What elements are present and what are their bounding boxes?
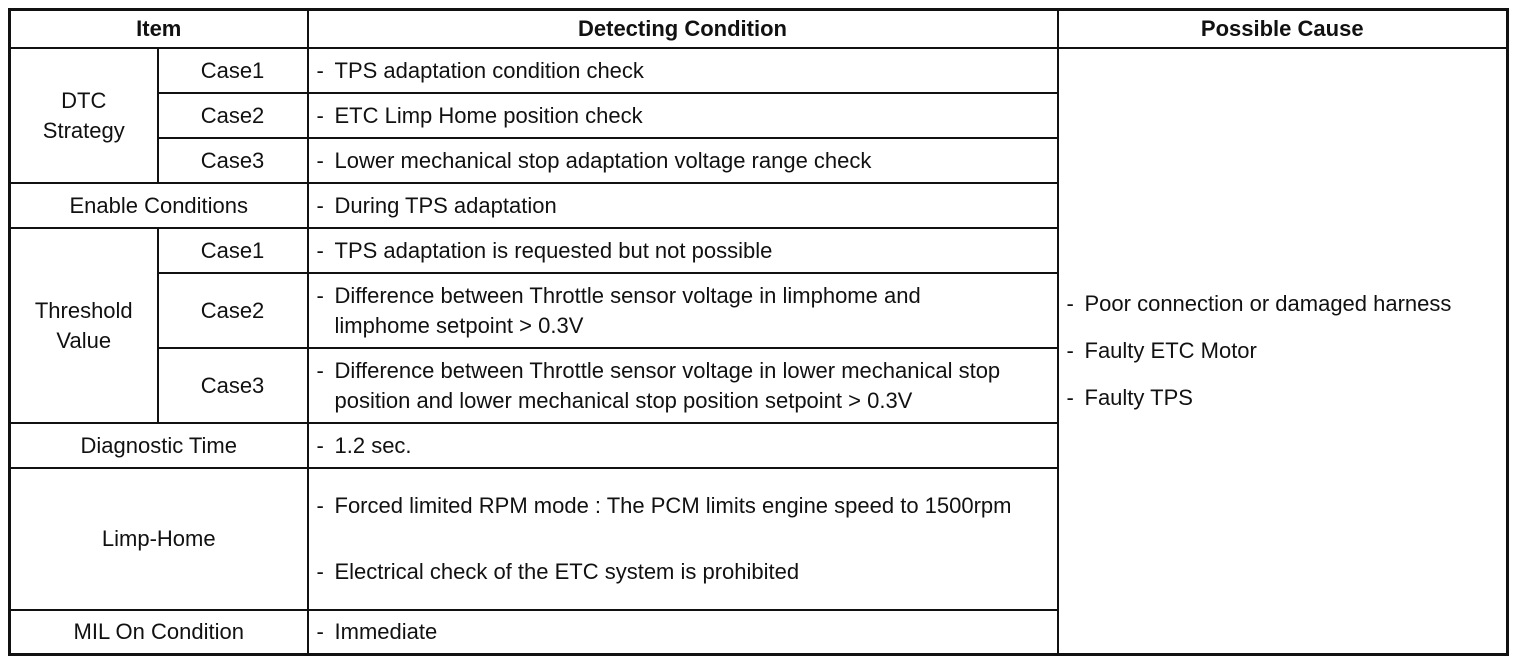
case-label: Case2 (158, 93, 308, 138)
case-label: Case2 (158, 273, 308, 348)
header-detecting-condition: Detecting Condition (308, 10, 1058, 49)
enable-conditions-label: Enable Conditions (10, 183, 308, 228)
case-label: Case3 (158, 138, 308, 183)
possible-cause-item: - Faulty ETC Motor (1066, 337, 1257, 363)
threshold-value-label: Threshold Value (10, 228, 158, 423)
limp-home-condition: - Forced limited RPM mode : The PCM limits engine speed to 1500rpm (316, 493, 1012, 518)
condition-cell: - Difference between Throttle sensor voltage in lower mechanical stop position and lower mechanical stop position setpoint > 0.3V (308, 348, 1058, 423)
dtc-spec-table (8, 8, 1509, 656)
table-row (10, 48, 1508, 93)
condition-cell: - TPS adaptation is requested but not possible (308, 228, 1058, 273)
header-possible-cause: Possible Cause (1058, 10, 1508, 49)
diagnostic-time-label: Diagnostic Time (10, 423, 308, 468)
mil-on-condition-label: MIL On Condition (10, 610, 308, 654)
limp-home-label: Limp-Home (10, 468, 308, 610)
condition-cell: - Lower mechanical stop adaptation voltage range check (308, 138, 1058, 183)
condition-cell (308, 468, 1058, 610)
case-label: Case1 (158, 48, 308, 93)
header-row (10, 10, 1508, 49)
condition-cell: - Difference between Throttle sensor voltage in limphome and limphome setpoint > 0.3V (308, 273, 1058, 348)
possible-cause-item: - Faulty TPS (1066, 384, 1193, 410)
possible-cause-item: - Poor connection or damaged harness (1066, 290, 1452, 316)
condition-cell: - TPS adaptation condition check (308, 48, 1058, 93)
possible-cause-cell (1058, 48, 1508, 654)
condition-cell: - Immediate (308, 610, 1058, 654)
dtc-spec-page (8, 8, 1509, 656)
condition-cell: - ETC Limp Home position check (308, 93, 1058, 138)
limp-home-condition: - Electrical check of the ETC system is prohibited (316, 559, 800, 584)
case-label: Case3 (158, 348, 308, 423)
dtc-strategy-label: DTC Strategy (10, 48, 158, 183)
condition-cell: - 1.2 sec. (308, 423, 1058, 468)
case-label: Case1 (158, 228, 308, 273)
header-item: Item (10, 10, 308, 49)
condition-cell: - During TPS adaptation (308, 183, 1058, 228)
